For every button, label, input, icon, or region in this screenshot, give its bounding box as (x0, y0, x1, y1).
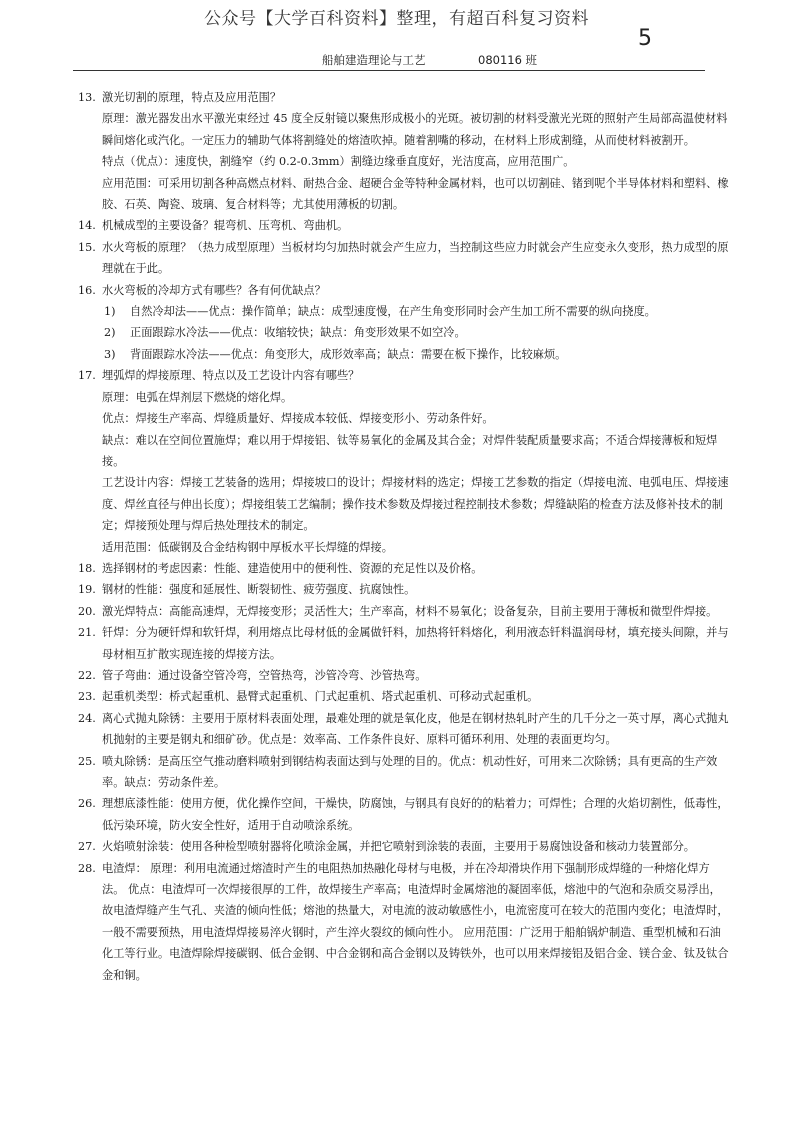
list-item (78, 87, 730, 215)
sub-option (78, 301, 730, 322)
list-item (78, 858, 730, 986)
paragraph: 优点：焊接生产率高、焊缝质量好、焊接成本较低、焊接变形小、劳动条件好。 (102, 412, 494, 426)
item-number: 21. (78, 626, 96, 640)
question-line (78, 87, 730, 108)
item-text: 钎焊：分为硬钎焊和软钎焊，利用熔点比母材低的金属做钎料，加热将钎料熔化，利用液态钎料温润母材，填充接头间隙，并与母材相互扩散实现连接的焊接方法。 (102, 626, 729, 661)
item-text: 埋弧焊的焊接原理、特点以及工艺设计内容有哪些？ (102, 369, 360, 383)
item-number: 27. (78, 840, 96, 854)
option-number: 1) (104, 305, 116, 319)
item-text: 机械成型的主要设备？辊弯机、压弯机、弯曲机。 (102, 219, 349, 233)
list-item (78, 686, 730, 707)
list-item (78, 237, 730, 280)
paragraph: 适用范围：低碳钢及合金结构钢中厚板水平长焊缝的焊接。 (102, 540, 393, 554)
item-text: 喷丸除锈：是高压空气推动磨料喷射到钢结构表面达到与处理的目的。优点：机动性好，可用来二次除锈；具有更高的生产效率。缺点：劳动条件差。 (102, 754, 718, 789)
item-text: 激光焊特点：高能高速焊，无焊接变形；灵活性大；生产率高，材料不易氧化；设备复杂，目前主要用于薄板和微型件焊接。 (102, 604, 718, 618)
item-number: 20. (78, 604, 96, 618)
option-text: 正面跟踪水冷法——优点：收缩较快；缺点：角变形效果不如空冷。 (130, 326, 466, 340)
item-number: 13. (78, 91, 96, 104)
list-item (78, 793, 730, 836)
item-text: 电渣焊： 原理：利用电流通过熔渣时产生的电阻热加热融化母材与电极，并在冷却滑块作用下强制形成焊缝的一种熔化焊方法。 优点：电渣焊可一次焊接很厚的工件，故焊接生产率高；电渣焊时金属熔池的凝固率低，熔池中的气泡和杂质交易浮出，故电渣焊缝产生气孔、夹渣的倾向性低；熔池的热量大，对电流的波动敏感性小，电流密度可在较大的范围内变化；电渣焊时，一般不需要预热，用电渣焊焊接易淬火钢时，产生淬火裂纹的倾向性小。 应用范围：广泛用于船舶锅炉制造、重型机械和石油化工等行业。电渣焊除焊接碳钢、低合金钢、中合金钢和高合金钢以及铸铁外，也可以用来焊接铝及铝合金、镁合金、钛及钛合金和铜。 (102, 861, 729, 982)
paragraph: 应用范围：可采用切割各种高燃点材料、耐热合金、超硬合金等特种金属材料，也可以切割硅、锗到呢个半导体材料和塑料、橡胶、石英、陶瓷、玻璃、复合材料等；尤其使用薄板的切割。 (102, 176, 729, 212)
list-item (78, 708, 730, 751)
list-item (78, 622, 730, 665)
item-text: 理想底漆性能：使用方便，优化操作空间，干燥快，防腐蚀，与钢具有良好的的粘着力；可焊性；合理的火焰切割性，低毒性，低污染环境，防火安全性好，适用于自动喷涂系统。 (102, 797, 729, 832)
item-number: 17. (78, 369, 96, 383)
item-text: 管子弯曲：通过设备空管冷弯，空管热弯，沙管冷弯、沙管热弯。 (102, 668, 427, 682)
class-label: 080116 班 (478, 53, 538, 67)
list-item (78, 601, 730, 622)
option-number: 2) (104, 326, 116, 340)
paragraph: 原理：电弧在焊剂层下燃烧的熔化焊。 (102, 390, 293, 404)
item-text: 水火弯板的冷却方式有哪些？各有何优缺点？ (102, 283, 326, 297)
item-number: 14. (78, 219, 96, 233)
list-item (78, 665, 730, 686)
item-text: 选择钢材的考虑因素：性能、建造使用中的便利性、资源的充足性以及价格。 (102, 561, 483, 575)
item-number: 23. (78, 690, 96, 704)
list-item (78, 215, 730, 236)
paragraph: 缺点：难以在空间位置施焊；难以用于焊接铝、钛等易氧化的金属及其合金；对焊件装配质量要求高；不适合焊接薄板和短焊接。 (102, 433, 718, 468)
sub-option (78, 322, 730, 343)
watermark-banner: 公众号【大学百科资料】整理，有超百科复习资料 (204, 9, 589, 29)
item-text: 离心式抛丸除锈：主要用于原材料表面处理，最难处理的就是氧化皮，他是在钢材热轧时产生的几千分之一英寸厚，离心式抛丸机抛射的主要是钢丸和细矿砂。优点是：效率高、工作条件良好、原料可循环利用、处理的表面更均匀。 (102, 711, 729, 747)
list-item (78, 365, 730, 558)
course-title: 船舶建造理论与工艺 (322, 53, 426, 67)
item-number: 22. (78, 668, 96, 682)
list-item (78, 558, 730, 579)
option-number: 3) (104, 347, 116, 361)
list-item (78, 751, 730, 794)
item-number: 19. (78, 583, 96, 597)
option-text: 背面跟踪水冷法——优点：角变形大，成形效率高；缺点：需要在板下操作，比较麻烦。 (130, 347, 567, 361)
item-number: 26. (78, 797, 96, 811)
item-text: 钢材的性能：强度和延展性、断裂韧性、疲劳强度、抗腐蚀性。 (102, 583, 416, 597)
list-item (78, 579, 730, 600)
item-number: 24. (78, 711, 96, 725)
document-body (78, 87, 730, 986)
item-number: 28. (78, 861, 96, 875)
item-text: 激光切割的原理，特点及应用范围？ (102, 91, 282, 104)
paragraph: 原理：激光器发出水平激光束经过 45 度全反射镜以聚焦形成极小的光斑。被切割的材料受激光光斑的照射产生局部高温使材料瞬间熔化或汽化。一定压力的辅助气体将割缝处的熔渣吹掉。随着割嘴的移动，在材料上形成割缝，从而使材料被割开。 (102, 112, 728, 147)
item-number: 25. (78, 754, 96, 768)
paragraph: 工艺设计内容：焊接工艺装备的选用；焊接坡口的设计；焊接材料的选定；焊接工艺参数的指定（焊接电流、电弧电压、焊接速度、焊丝直径与伸出长度）；焊接组装工艺编制；操作技术参数及焊接过程控制技术参数；焊缝缺陷的检查方法及修补技术的制定；焊接预处理与焊后热处理技术的制定。 (102, 476, 729, 533)
item-text: 火焰喷射涂装：使用各种检型喷射器将化喷涂金属，并把它喷射到涂装的表面，主要用于易腐蚀设备和核动力装置部分。 (102, 840, 695, 854)
list-item (78, 280, 730, 366)
paragraph: 特点（优点）：速度快，割缝窄（约 0.2-0.3mm）割缝边缘垂直度好，光洁度高，应用范围广。 (102, 155, 575, 169)
list-item (78, 836, 730, 857)
sub-option (78, 344, 730, 365)
option-text: 自然冷却法——优点：操作简单；缺点：成型速度慢，在产生角变形同时会产生加工所不需要的纵向挠度。 (130, 305, 656, 319)
item-number: 16. (78, 283, 96, 297)
header-rule (73, 70, 705, 71)
item-number: 15. (78, 240, 96, 254)
item-number: 18. (78, 561, 96, 575)
item-text: 起重机类型：桥式起重机、悬臂式起重机、门式起重机、塔式起重机、可移动式起重机。 (102, 690, 539, 704)
page-number: 5 (638, 26, 652, 51)
item-text: 水火弯板的原理？（热力成型原理）当板材均匀加热时就会产生应力，当控制这些应力时就会产生应变永久变形，热力成型的原理就在于此。 (102, 240, 729, 276)
